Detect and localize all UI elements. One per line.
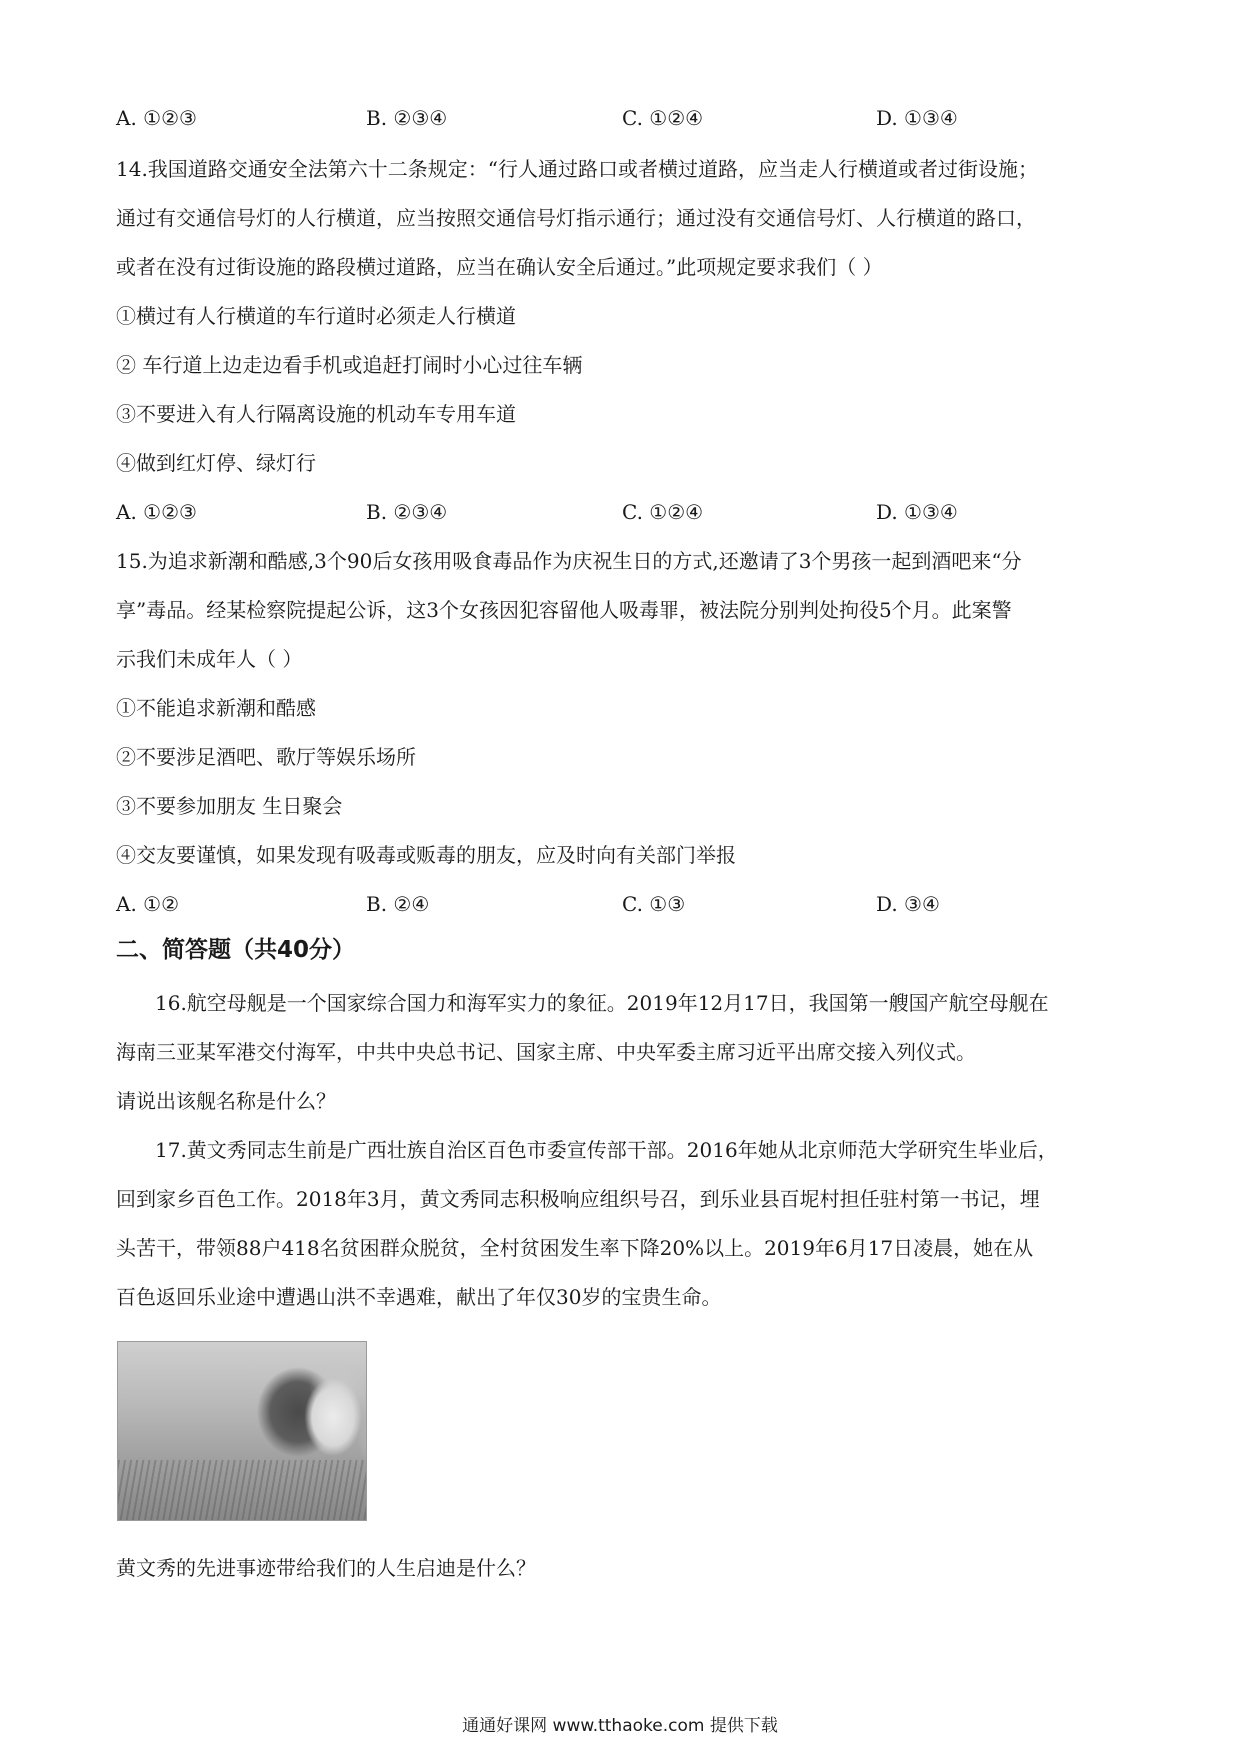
- q13-option-c: C. ①②④: [622, 106, 704, 130]
- huang-wenxiu-photo: [117, 1341, 367, 1521]
- q14-option-d: D. ①③④: [876, 500, 958, 524]
- q14-options: [116, 498, 1126, 526]
- q14-item-3: ③不要进入有人行隔离设施的机动车专用车道: [116, 402, 516, 426]
- q15-item-3: ③不要参加朋友 生日聚会: [116, 794, 343, 818]
- q14-stem-line-2: 通过有交通信号灯的人行横道，应当按照交通信号灯指示通行；通过没有交通信号灯、人行横道的路口，: [116, 206, 1036, 230]
- photo-grass: [118, 1460, 366, 1520]
- q13-option-a: A. ①②③: [116, 106, 197, 130]
- q15-stem-line-3: 示我们未成年人（ ）: [116, 647, 303, 671]
- q15-option-d: D. ③④: [876, 892, 940, 916]
- section-title: 二、简答题（共40分）: [116, 937, 356, 963]
- q15-option-b: B. ②④: [366, 892, 430, 916]
- q13-option-b: B. ②③④: [366, 106, 448, 130]
- q14-option-c: C. ①②④: [622, 500, 704, 524]
- q13-options: [116, 104, 1126, 132]
- footer-watermark: 通通好课网 www.tthaoke.com 提供下载: [462, 1716, 778, 1736]
- q15-option-c: C. ①③: [622, 892, 686, 916]
- q15-item-2: ②不要涉足酒吧、歌厅等娱乐场所: [116, 745, 416, 769]
- q15-option-a: A. ①②: [116, 892, 180, 916]
- q14-option-a: A. ①②③: [116, 500, 197, 524]
- q14-item-4: ④做到红灯停、绿灯行: [116, 451, 316, 475]
- q15-item-1: ①不能追求新潮和酷感: [116, 696, 316, 720]
- q16-stem-line-2: 海南三亚某军港交付海军，中共中央总书记、国家主席、中央军委主席习近平出席交接入列仪式。: [116, 1040, 976, 1064]
- q16-stem-line-1: 16.航空母舰是一个国家综合国力和海军实力的象征。2019年12月17日，我国第一艘国产航空母舰在: [155, 991, 1049, 1015]
- q15-stem-line-2: 享”毒品。经某检察院提起公诉，这3个女孩因犯容留他人吸毒罪，被法院分别判处拘役5个月。此案警: [116, 598, 1012, 622]
- q13-option-d: D. ①③④: [876, 106, 958, 130]
- q17-stem-line-3: 头苦干，带领88户418名贫困群众脱贫，全村贫困发生率下降20%以上。2019年6月17日凌晨，她在从: [116, 1236, 1034, 1260]
- q17-stem-line-2: 回到家乡百色工作。2018年3月，黄文秀同志积极响应组织号召，到乐业县百坭村担任驻村第一书记，埋: [116, 1187, 1040, 1211]
- q14-option-b: B. ②③④: [366, 500, 448, 524]
- q14-stem-line-1: 14.我国道路交通安全法第六十二条规定：“行人通过路口或者横过道路，应当走人行横道或者过街设施；: [116, 157, 1039, 181]
- q14-item-2: ② 车行道上边走边看手机或追赶打闹时小心过往车辆: [116, 353, 583, 377]
- q17-stem-line-4: 百色返回乐业途中遭遇山洪不幸遇难，献出了年仅30岁的宝贵生命。: [116, 1285, 722, 1309]
- q17-question: 黄文秀的先进事迹带给我们的人生启迪是什么？: [116, 1556, 536, 1580]
- q16-question: 请说出该舰名称是什么？: [116, 1089, 336, 1113]
- q14-stem-line-3: 或者在没有过街设施的路段横过道路，应当在确认安全后通过。”此项规定要求我们（ ）: [116, 255, 883, 279]
- q15-options: [116, 890, 1126, 918]
- q15-stem-line-1: 15.为追求新潮和酷感,3个90后女孩用吸食毒品作为庆祝生日的方式,还邀请了3个男孩一起到酒吧来“分: [116, 549, 1022, 573]
- q15-item-4: ④交友要谨慎，如果发现有吸毒或贩毒的朋友，应及时向有关部门举报: [116, 843, 736, 867]
- q17-stem-line-1: 17.黄文秀同志生前是广西壮族自治区百色市委宣传部干部。2016年她从北京师范大学研究生毕业后，: [155, 1138, 1058, 1162]
- q14-item-1: ①横过有人行横道的车行道时必须走人行横道: [116, 304, 516, 328]
